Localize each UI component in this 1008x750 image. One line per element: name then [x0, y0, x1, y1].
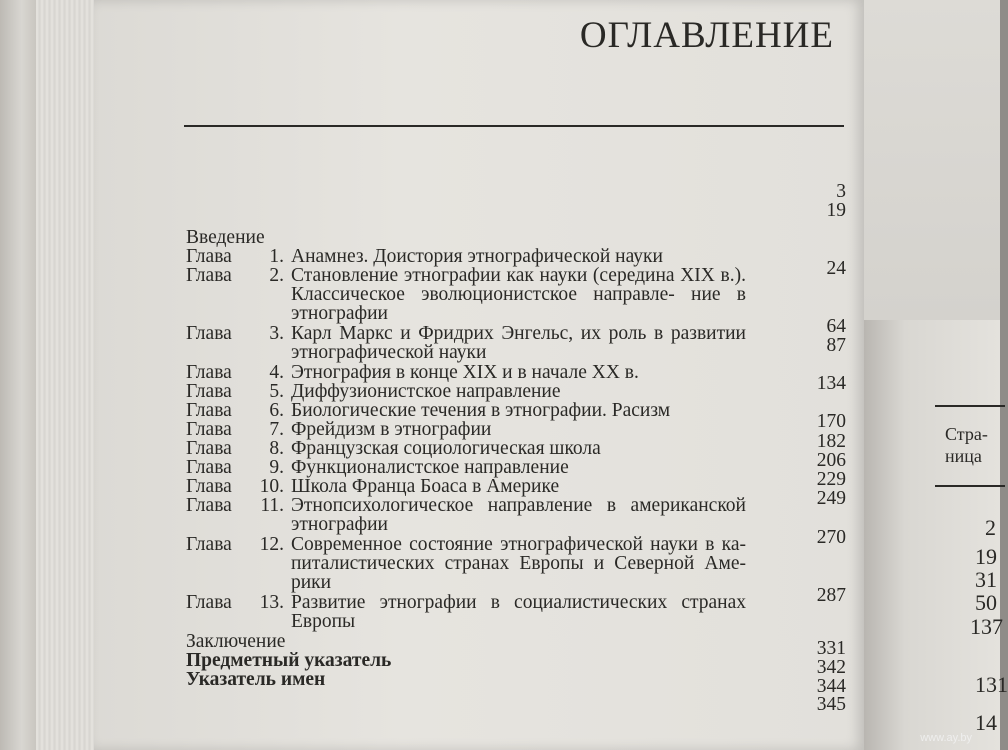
toc-entry-title: Анамнез. Доистория этнографической науки: [291, 246, 663, 267]
toc-entry-title: Указатель имен: [186, 669, 326, 690]
adjacent-page-number: 50: [975, 590, 997, 615]
toc-entry: [186, 670, 746, 689]
toc-entry-title: Французская социологическая школа: [291, 438, 601, 459]
toc-entry-label: Глава: [186, 457, 232, 478]
adjacent-rule-top: [935, 405, 1005, 407]
heading-rule: [184, 125, 844, 127]
adjacent-page-number: 31: [975, 567, 997, 592]
toc-page-number: 345: [816, 694, 846, 715]
toc-entry-title: Этнография в конце XIX и в начале XX в.: [291, 362, 639, 383]
toc-entry-label: Глава: [186, 438, 232, 459]
toc-entry-number: 3.: [269, 323, 284, 344]
toc-entry-title: Заключение: [186, 631, 286, 652]
watermark: www.ay.by: [920, 732, 972, 744]
toc-entry-title: Предметный указатель: [186, 650, 392, 671]
toc-page-number: 3: [836, 181, 846, 202]
toc-entry-title: Современное состояние этнографической науки в ка- питалистических странах Европы и Северной Аме- рики: [291, 534, 746, 594]
toc-entry: [186, 651, 746, 670]
toc-entry-label: Глава: [186, 265, 232, 286]
toc-entry-title: Становление этнографии как науки (середина XIX в.). Классическое эволюционистское направле- ние в этнографии: [291, 265, 746, 325]
toc-entry-title: Диффузионистское направление: [291, 381, 561, 402]
page-edges: [36, 0, 94, 750]
toc-page-number: 270: [816, 527, 846, 548]
toc-page-number: 229: [816, 469, 846, 490]
toc-entry-title: Биологические течения в этнографии. Расизм: [291, 400, 671, 421]
page-heading: ОГЛАВЛЕНИЕ: [579, 15, 834, 56]
toc-entry-label: Глава: [186, 381, 232, 402]
toc-entry-number: 4.: [269, 362, 284, 383]
toc-entry-label: Глава: [186, 400, 232, 421]
toc-page-number: 331: [816, 638, 846, 659]
toc-entry: [186, 324, 746, 362]
toc-entry: [186, 420, 746, 439]
adjacent-page-upper: [864, 0, 1000, 320]
toc-entry: [186, 439, 746, 458]
toc-page-number: 249: [816, 488, 846, 509]
toc-entry: [186, 593, 746, 631]
toc-entry-label: Глава: [186, 476, 232, 497]
toc-entry-title: Карл Маркс и Фридрих Энгельс, их роль в развитии этнографической науки: [291, 323, 746, 364]
toc-entry-number: 9.: [269, 457, 284, 478]
toc-entry-title: Функционалистское направление: [291, 457, 569, 478]
toc-entry-label: Глава: [186, 246, 232, 267]
toc-page-number: 182: [816, 431, 846, 452]
adjacent-page-number: 14: [975, 710, 997, 735]
toc-page-number: 170: [816, 411, 846, 432]
adjacent-rule-bottom: [935, 485, 1005, 487]
toc-entry-number: 6.: [269, 400, 284, 421]
toc-entry-number: 13.: [259, 592, 284, 613]
toc-page-number: 64: [826, 316, 846, 337]
toc-page-number: 19: [826, 200, 846, 221]
toc-entry: [186, 266, 746, 324]
toc-entry-title: Фрейдизм в этнографии: [291, 419, 492, 440]
toc-entry-number: 10.: [259, 476, 284, 497]
toc-entry: [186, 363, 746, 382]
toc-page-number: 342: [816, 657, 846, 678]
adjacent-page-number: 19: [975, 544, 997, 569]
toc-entry: [186, 632, 746, 651]
toc-entry-number: 5.: [269, 381, 284, 402]
toc-entry-number: 2.: [269, 265, 284, 286]
toc-entry-title: Развитие этнографии в социалистических странах Европы: [291, 592, 746, 633]
adjacent-page-number: 2: [985, 515, 996, 540]
toc-entry: [186, 228, 746, 247]
toc-page-number: 87: [826, 335, 846, 356]
toc-entry-title: Этнопсихологическое направление в американской этнографии: [291, 495, 746, 536]
adjacent-page-number: 137: [970, 614, 1003, 639]
toc-entry-title: Введение: [186, 227, 265, 248]
toc-page-number: 206: [816, 450, 846, 471]
toc-entry: [186, 477, 746, 496]
toc-entry: [186, 247, 746, 266]
toc-entry-number: 1.: [269, 246, 284, 267]
toc-entry: [186, 458, 746, 477]
toc-entry-label: Глава: [186, 323, 232, 344]
toc-entry-label: Глава: [186, 495, 232, 516]
toc-page-number: 24: [826, 258, 846, 279]
toc-entry-label: Глава: [186, 362, 232, 383]
toc-entry: [186, 401, 746, 420]
toc-entry-number: 11.: [260, 495, 284, 516]
adjacent-page-number: 131: [975, 672, 1008, 697]
toc-page-number: 344: [816, 676, 846, 697]
toc-entry: [186, 382, 746, 401]
adjacent-header-line2: ница: [945, 446, 982, 466]
toc-entry-number: 7.: [269, 419, 284, 440]
toc-entry-label: Глава: [186, 534, 232, 555]
toc-entry-label: Глава: [186, 592, 232, 613]
book-page: [94, 0, 864, 750]
toc-page-number: 287: [816, 585, 846, 606]
toc-entry: [186, 535, 746, 593]
toc-entry-title: Школа Франца Боаса в Америке: [291, 476, 560, 497]
toc-entry: [186, 496, 746, 534]
toc-entry-number: 12.: [259, 534, 284, 555]
toc-entry-label: Глава: [186, 419, 232, 440]
book-spine: [0, 0, 36, 750]
toc-entry-number: 8.: [269, 438, 284, 459]
adjacent-header-line1: Стра-: [945, 424, 988, 444]
toc-page-number: 134: [816, 373, 846, 394]
